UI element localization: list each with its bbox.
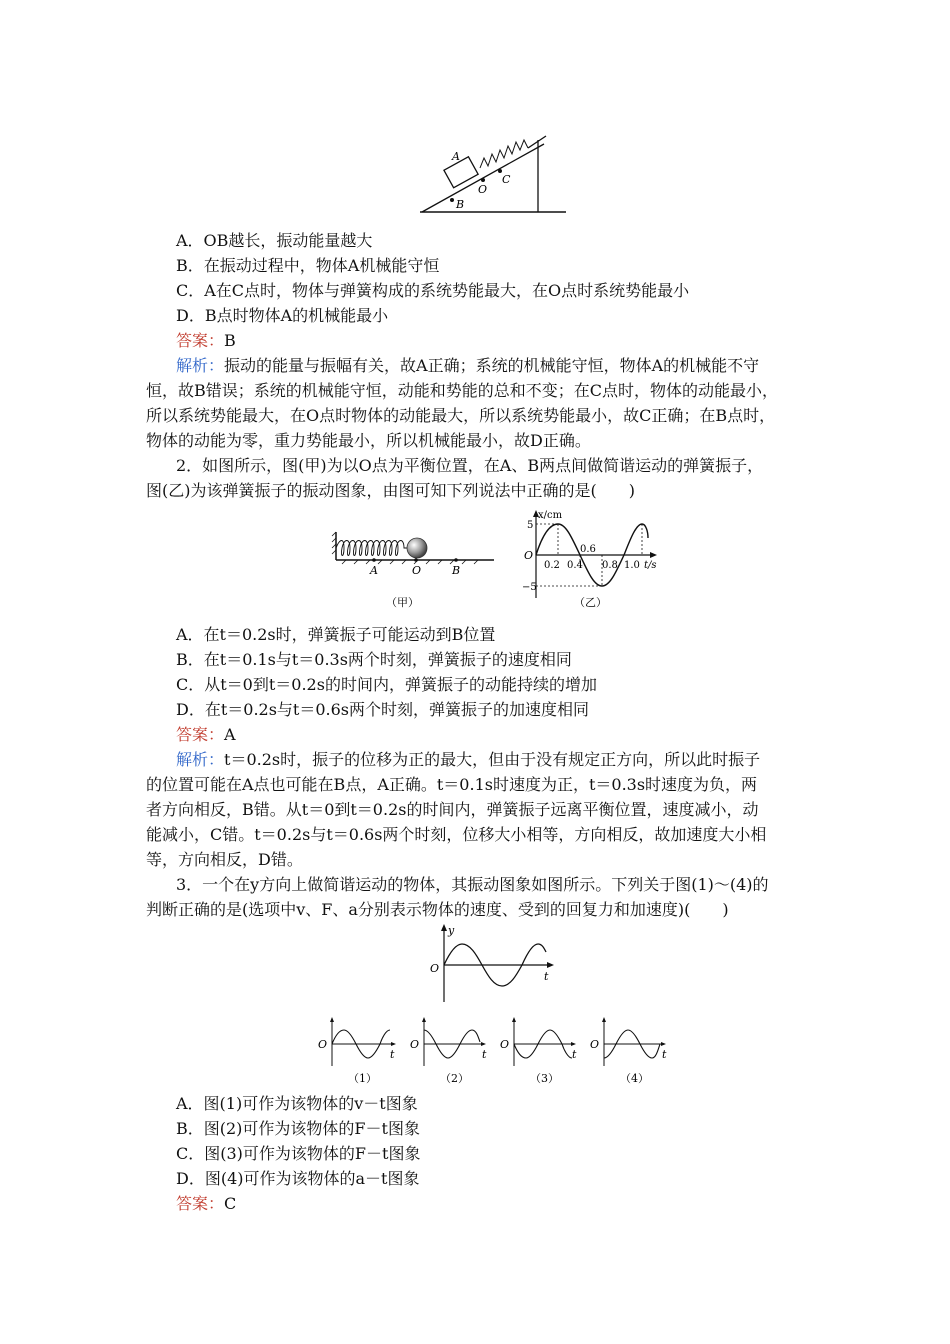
q3-stem-line-1: 3．一个在y方向上做简谐运动的物体，其振动图象如图所示。下列关于图(1)～(4)的 — [176, 875, 769, 894]
q1-analysis-label: 解析： — [176, 356, 225, 375]
small-graph-1-caption: （1） — [348, 1072, 377, 1085]
q2-analysis-line-1: 解析：t＝0.2s时，振子的位移为正的最大，但由于没有规定正方向，所以此时振子 — [176, 750, 761, 769]
q2-answer — [176, 724, 236, 746]
q3-main-yt-graph — [426, 922, 560, 1004]
label-O: O — [478, 183, 488, 196]
q1-option-c: C．A在C点时，物体与弹簧构成的系统势能最大，在O点时系统势能最小 — [176, 281, 690, 300]
q1-analysis-line-3: 所以系统势能最大，在O点时物体的动能最大，所以系统势能最小，故C正确；在B点时， — [146, 406, 776, 425]
q3-option-c: C．图(3)可作为该物体的F－t图象 — [176, 1144, 421, 1163]
q1-answer-value: B — [224, 331, 236, 350]
svg-text:t: t — [572, 1048, 577, 1061]
q2-analysis-line-5: 等，方向相反，D错。 — [146, 850, 303, 869]
q2-analysis-line-4: 能减小，C错。t＝0.2s与t＝0.6s两个时刻，位移大小相等，方向相反，故加速度大小相 — [146, 825, 767, 844]
q3-answer — [176, 1193, 236, 1215]
q1-option-a: A．OB越长，振动能量越大 — [176, 231, 373, 250]
yi-ylabel: x/cm — [538, 510, 563, 521]
small-graph-1 — [318, 1017, 396, 1085]
q2-fig-jia-spring-oscillator — [330, 528, 500, 612]
jia-label-B: B — [452, 564, 461, 577]
label-C: C — [502, 173, 511, 186]
yi-xtick-0.4: 0.4 — [567, 560, 583, 571]
yi-xtick-0.2: 0.2 — [544, 560, 560, 571]
q1-answer-label: 答案： — [176, 331, 225, 350]
q3-stem-line-2: 判断正确的是(选项中v、F、a分别表示物体的速度、受到的回复力和加速度)( ) — [146, 900, 729, 919]
q2-analysis-label: 解析： — [176, 750, 225, 769]
svg-text:O: O — [500, 1038, 510, 1051]
small-graph-4-caption: （4） — [620, 1072, 649, 1085]
yi-xtick-0.6: 0.6 — [580, 544, 596, 555]
main-origin: O — [430, 962, 440, 975]
svg-text:O: O — [590, 1038, 600, 1051]
q2-analysis-line-3: 者方向相反，B错。从t＝0到t＝0.2s的时间内，弹簧振子远离平衡位置，速度减小，动 — [146, 800, 759, 819]
q2-option-b: B．在t＝0.1s与t＝0.3s两个时刻，弹簧振子的速度相同 — [176, 650, 572, 669]
q1-option-b: B．在振动过程中，物体A机械能守恒 — [176, 256, 440, 275]
yi-ytick-neg5: −5 — [522, 582, 537, 593]
q2-answer-value: A — [224, 725, 236, 744]
label-A: A — [452, 150, 460, 163]
q2-stem-line-1: 2．如图所示，图(甲)为以O点为平衡位置，在A、B两点间做简谐运动的弹簧振子， — [176, 456, 764, 475]
small-graph-3 — [500, 1017, 577, 1085]
small-graph-2-caption: （2） — [440, 1072, 469, 1085]
svg-text:t: t — [662, 1048, 667, 1061]
small-graph-3-caption: （3） — [530, 1072, 559, 1085]
q3-option-d: D．图(4)可作为该物体的a－t图象 — [176, 1169, 420, 1188]
yi-caption: （乙） — [574, 596, 607, 609]
yi-ytick-5: 5 — [527, 520, 534, 531]
jia-label-A: A — [370, 564, 378, 577]
label-B: B — [456, 198, 465, 211]
yi-tlabel: t/s — [644, 560, 657, 571]
q3-answer-value: C — [224, 1194, 237, 1213]
q1-analysis-line-2: 恒，故B错误；系统的机械能守恒，动能和势能的总和不变；在C点时，物体的动能最小， — [146, 381, 779, 400]
q1-incline-figure — [418, 128, 568, 216]
q3-option-a: A．图(1)可作为该物体的v－t图象 — [176, 1094, 418, 1113]
q3-small-graphs — [316, 1016, 672, 1088]
q3-option-b: B．图(2)可作为该物体的F－t图象 — [176, 1119, 420, 1138]
yi-xtick-1.0: 1.0 — [624, 560, 640, 571]
main-y-label: y — [448, 924, 455, 937]
svg-text:O: O — [318, 1038, 328, 1051]
jia-caption: （甲） — [386, 596, 419, 609]
q3-answer-label: 答案： — [176, 1194, 225, 1213]
yi-xtick-0.8: 0.8 — [602, 560, 618, 571]
small-graph-4 — [590, 1017, 667, 1085]
main-t-label: t — [544, 970, 549, 983]
q1-option-d: D．B点时物体A的机械能最小 — [176, 306, 389, 325]
small-graph-2 — [410, 1017, 487, 1085]
q1-analysis-line-4: 物体的动能为零，重力势能最小，所以机械能最小，故D正确。 — [146, 431, 591, 450]
svg-text:t: t — [390, 1048, 395, 1061]
svg-text:O: O — [410, 1038, 420, 1051]
q1-answer — [176, 330, 236, 352]
q2-answer-label: 答案： — [176, 725, 225, 744]
q2-option-d: D．在t＝0.2s与t＝0.6s两个时刻，弹簧振子的加速度相同 — [176, 700, 590, 719]
jia-label-O: O — [412, 564, 422, 577]
q2-option-c: C．从t＝0到t＝0.2s的时间内，弹簧振子的动能持续的增加 — [176, 675, 597, 694]
q2-option-a: A．在t＝0.2s时，弹簧振子可能运动到B位置 — [176, 625, 496, 644]
q1-analysis-line-1: 解析：振动的能量与振幅有关，故A正确；系统的机械能守恒，物体A的机械能不守 — [176, 356, 760, 375]
q2-stem-line-2: 图(乙)为该弹簧振子的振动图象，由图可知下列说法中正确的是( ) — [146, 481, 635, 500]
q2-fig-yi-vibration-graph — [520, 508, 660, 612]
svg-text:t: t — [482, 1048, 487, 1061]
q2-analysis-line-2: 的位置可能在A点也可能在B点，A正确。t＝0.1s时速度为正，t＝0.3s时速度为负，两 — [146, 775, 758, 794]
yi-origin: O — [524, 549, 534, 562]
